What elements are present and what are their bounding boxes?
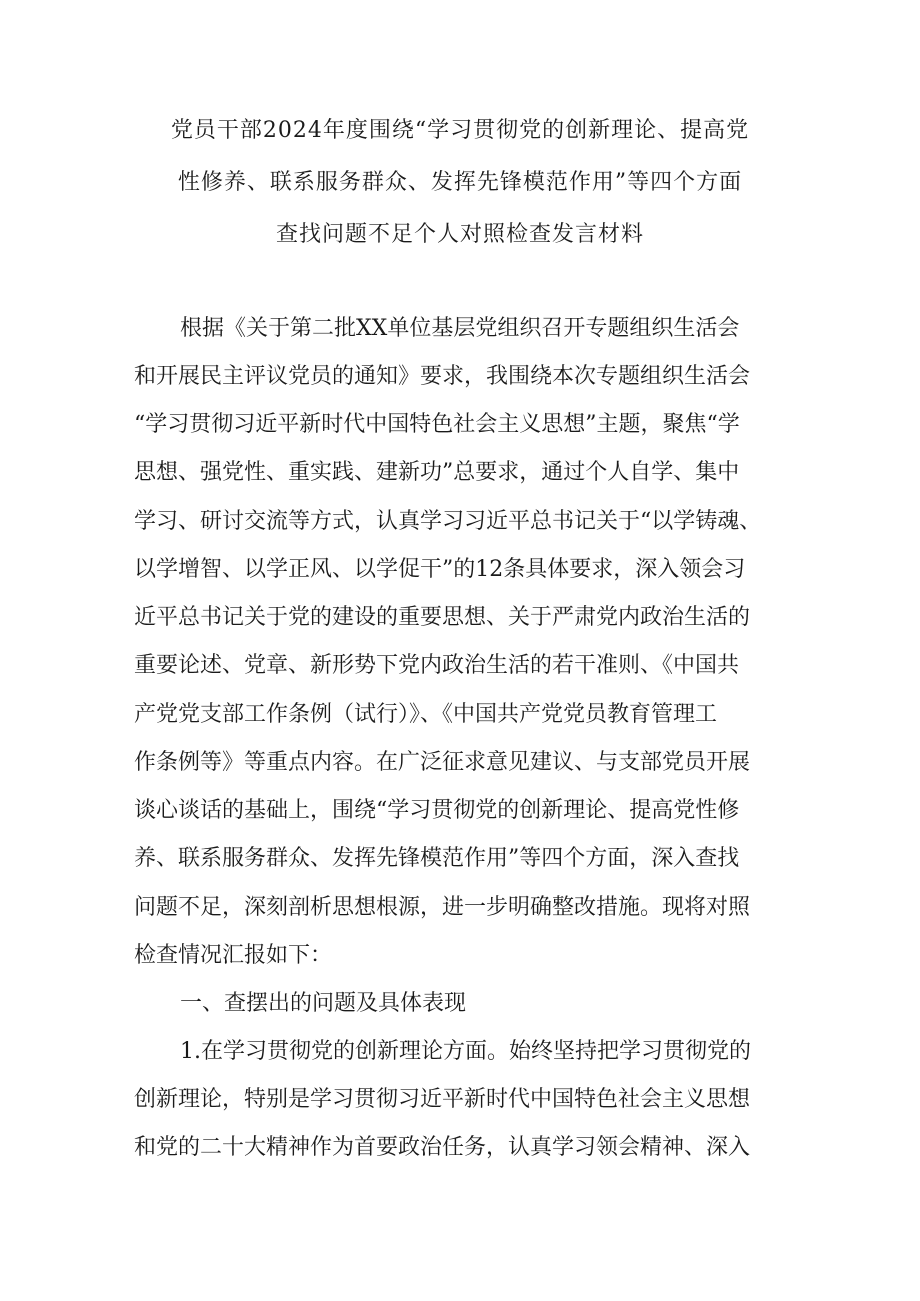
body-line: 和开展民主评议党员的通知》要求，我围绕本次专题组织生活会: [134, 364, 751, 389]
body-line: 学习、研讨交流等方式，认真学习习近平总书记关于“以学铸魂、: [134, 509, 762, 534]
body-line: 谈心谈话的基础上，围绕“学习贯彻党的创新理论、提高党性修: [134, 798, 740, 823]
body-line: 根据《关于第二批XX单位基层党组织召开专题组织生活会: [180, 316, 740, 341]
body-line: 思想、强党性、重实践、建新功”总要求，通过个人自学、集中: [134, 460, 740, 485]
body-line: 和党的二十大精神作为首要政治任务，认真学习领会精神、深入: [134, 1135, 751, 1160]
body-line: 养、联系服务群众、发挥先锋模范作用”等四个方面，深入查找: [134, 846, 740, 871]
body-line: 问题不足，深刻剖析思想根源，进一步明确整改措施。现将对照: [134, 895, 751, 920]
section-heading: 一、查摆出的问题及具体表现: [180, 991, 467, 1016]
body-line: 创新理论，特别是学习贯彻习近平新时代中国特色社会主义思想: [134, 1087, 751, 1112]
body-line: 1.在学习贯彻党的创新理论方面。始终坚持把学习贯彻党的: [180, 1039, 751, 1064]
body-line: 产党党支部工作条例（试行）》、《中国共产党党员教育管理工: [134, 702, 718, 727]
document-title-line-2: 性修养、联系服务群众、发挥先锋模范作用”等四个方面: [177, 170, 743, 195]
document-title-line-1: 党员干部2024年度围绕“学习贯彻党的创新理论、提高党: [170, 118, 750, 143]
body-line: 以学增智、以学正风、以学促干”的12条具体要求，深入领会习: [134, 557, 746, 582]
body-line: 近平总书记关于党的建设的重要思想、关于严肃党内政治生活的: [134, 605, 751, 630]
body-line: “学习贯彻习近平新时代中国特色社会主义思想”主题，聚焦“学: [134, 412, 740, 437]
body-line: 作条例等》等重点内容。在广泛征求意见建议、与支部党员开展: [134, 750, 751, 775]
document-title-line-3: 查找问题不足个人对照检查发言材料: [275, 222, 644, 247]
body-line: 重要论述、党章、新形势下党内政治生活的若干准则、《中国共: [134, 653, 740, 678]
body-line: 检查情况汇报如下：: [134, 943, 333, 968]
